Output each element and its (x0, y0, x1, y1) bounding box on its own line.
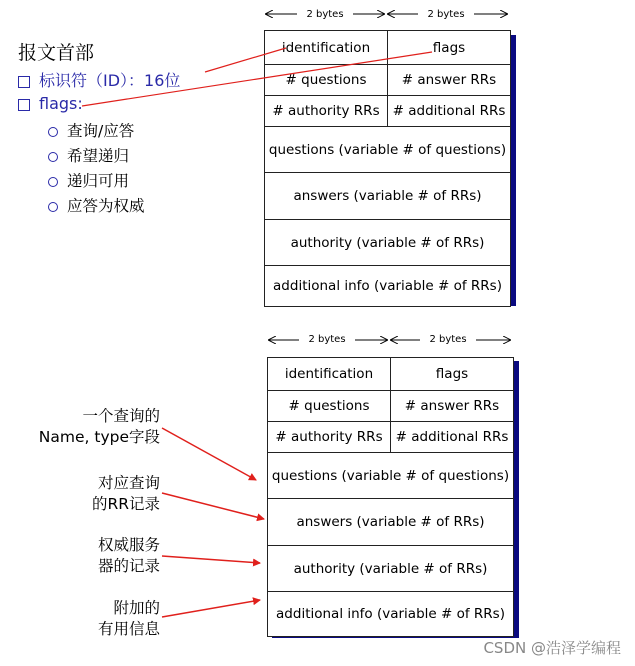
bottom-header-col1: 2 bytes (308, 334, 346, 345)
pointer-line-id (205, 48, 286, 72)
top-answer-rrs-count: # answer RRs (387, 64, 511, 96)
top-identification-field: identification (264, 30, 388, 65)
bottom-flags-field: flags (390, 357, 514, 391)
annotation-line: 一个查询的 (82, 407, 160, 425)
top-flags-field: flags (387, 30, 511, 65)
bottom-questions-section: questions (variable # of questions) (267, 452, 514, 499)
arrow-to-questions (162, 428, 256, 480)
annotation-line: 权威服务 (97, 536, 160, 554)
annotation-line: 附加的 (113, 599, 160, 617)
bottom-header-col2: 2 bytes (429, 334, 467, 345)
annotation-line: Name, type字段 (38, 428, 160, 446)
top-authority-section: authority (variable # of RRs) (264, 219, 511, 266)
annotation-line: 器的记录 (97, 557, 160, 575)
top-answers-section: answers (variable # of RRs) (264, 172, 511, 220)
flag-item-text: 递归可用 (67, 172, 130, 190)
arrow-to-answers (162, 493, 264, 519)
top-header-col1: 2 bytes (306, 9, 344, 20)
top-questions-count: # questions (264, 64, 388, 96)
pointer-line-flags (82, 52, 432, 106)
top-authority-rrs-count: # authority RRs (264, 95, 388, 127)
top-header-col2: 2 bytes (427, 9, 465, 20)
flag-item-text: 希望递归 (67, 147, 130, 165)
bottom-questions-count: # questions (267, 390, 391, 422)
top-additional-section: additional info (variable # of RRs) (264, 265, 511, 307)
bottom-authority-section: authority (variable # of RRs) (267, 545, 514, 592)
bottom-additional-rrs-count: # additional RRs (390, 421, 514, 453)
flag-item-text: 查询/应答 (67, 122, 135, 140)
top-questions-section: questions (variable # of questions) (264, 126, 511, 173)
flag-item-text: 应答为权威 (67, 197, 145, 215)
arrow-to-additional (162, 600, 260, 617)
bullet-id-text: 标识符（ID）：16位 (39, 71, 181, 90)
annotation-line: 的RR记录 (91, 495, 160, 513)
top-additional-rrs-count: # additional RRs (387, 95, 511, 127)
arrow-to-authority (162, 556, 260, 563)
section-title: 报文首部 (18, 42, 95, 64)
annotation-line: 有用信息 (97, 620, 160, 638)
bottom-additional-section: additional info (variable # of RRs) (267, 591, 514, 637)
bottom-authority-rrs-count: # authority RRs (267, 421, 391, 453)
annotation-line: 对应查询 (97, 474, 160, 492)
watermark: CSDN @浩泽学编程 (483, 639, 621, 657)
bottom-identification-field: identification (267, 357, 391, 391)
bullet-flags-text: flags: (39, 94, 83, 113)
bottom-answers-section: answers (variable # of RRs) (267, 498, 514, 546)
bottom-answer-rrs-count: # answer RRs (390, 390, 514, 422)
